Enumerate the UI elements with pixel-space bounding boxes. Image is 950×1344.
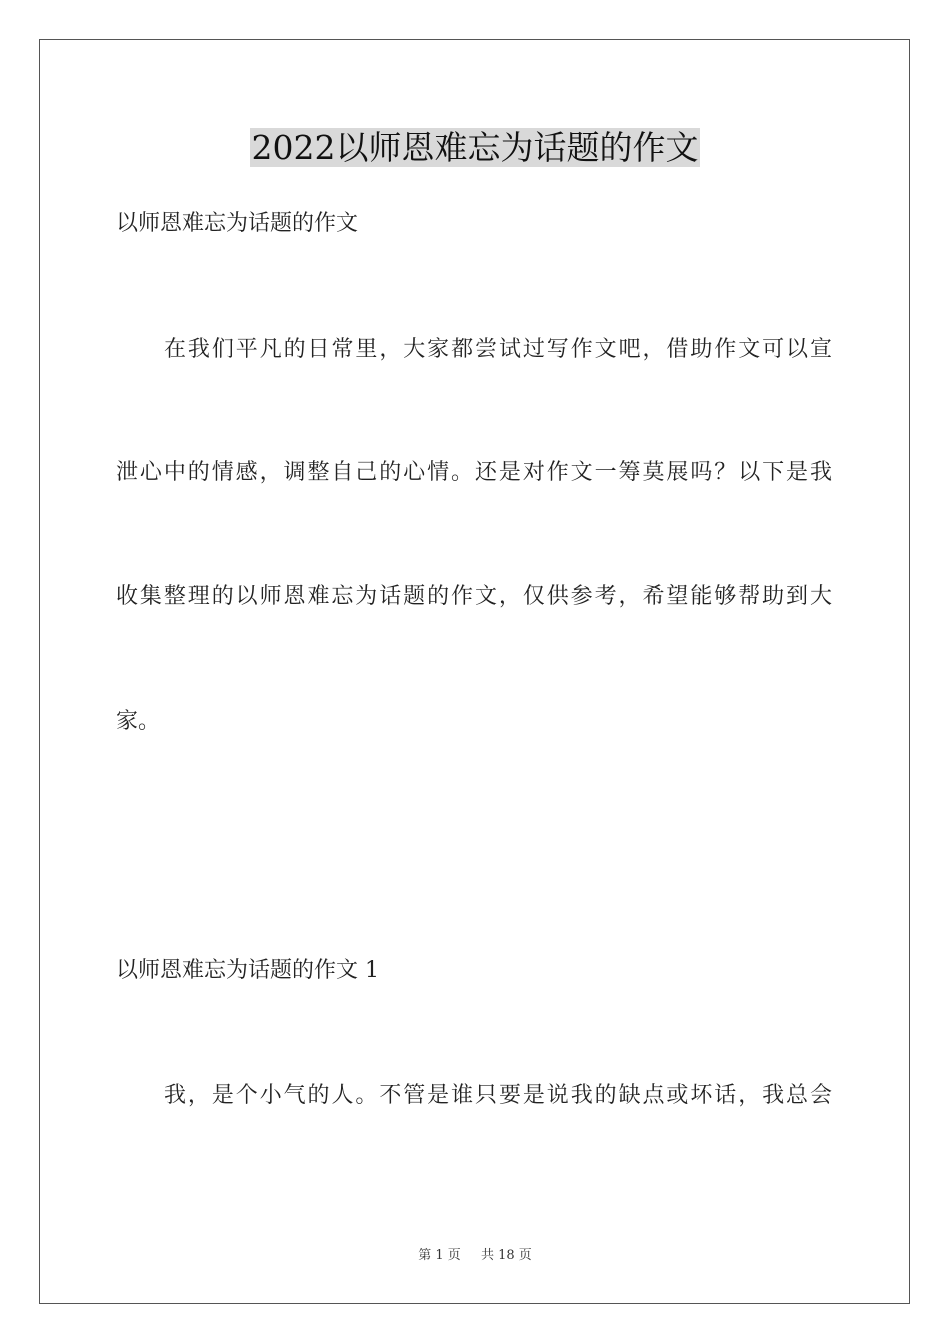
section-line-1: 我，是个小气的人。不管是谁只要是说我的缺点或坏话，我总会 xyxy=(164,1083,832,1108)
intro-line-2: 泄心中的情感，调整自己的心情。还是对作文一筹莫展吗？以下是我 xyxy=(116,460,832,485)
intro-line-4: 家。 xyxy=(116,709,161,734)
intro-line-3: 收集整理的以师恩难忘为话题的作文，仅供参考，希望能够帮助到大 xyxy=(116,584,832,609)
section-heading: 以师恩难忘为话题的作文 1 xyxy=(116,958,379,983)
page-footer xyxy=(0,1247,950,1265)
document-title xyxy=(0,124,950,172)
page-number-current: 第 1 页 xyxy=(418,1248,461,1263)
page-number-total: 共 18 页 xyxy=(480,1248,532,1263)
intro-line-1: 在我们平凡的日常里，大家都尝试过写作文吧，借助作文可以宣 xyxy=(164,337,832,362)
document-title-text: 2022以师恩难忘为话题的作文 xyxy=(251,128,699,167)
document-subtitle: 以师恩难忘为话题的作文 xyxy=(116,211,359,236)
